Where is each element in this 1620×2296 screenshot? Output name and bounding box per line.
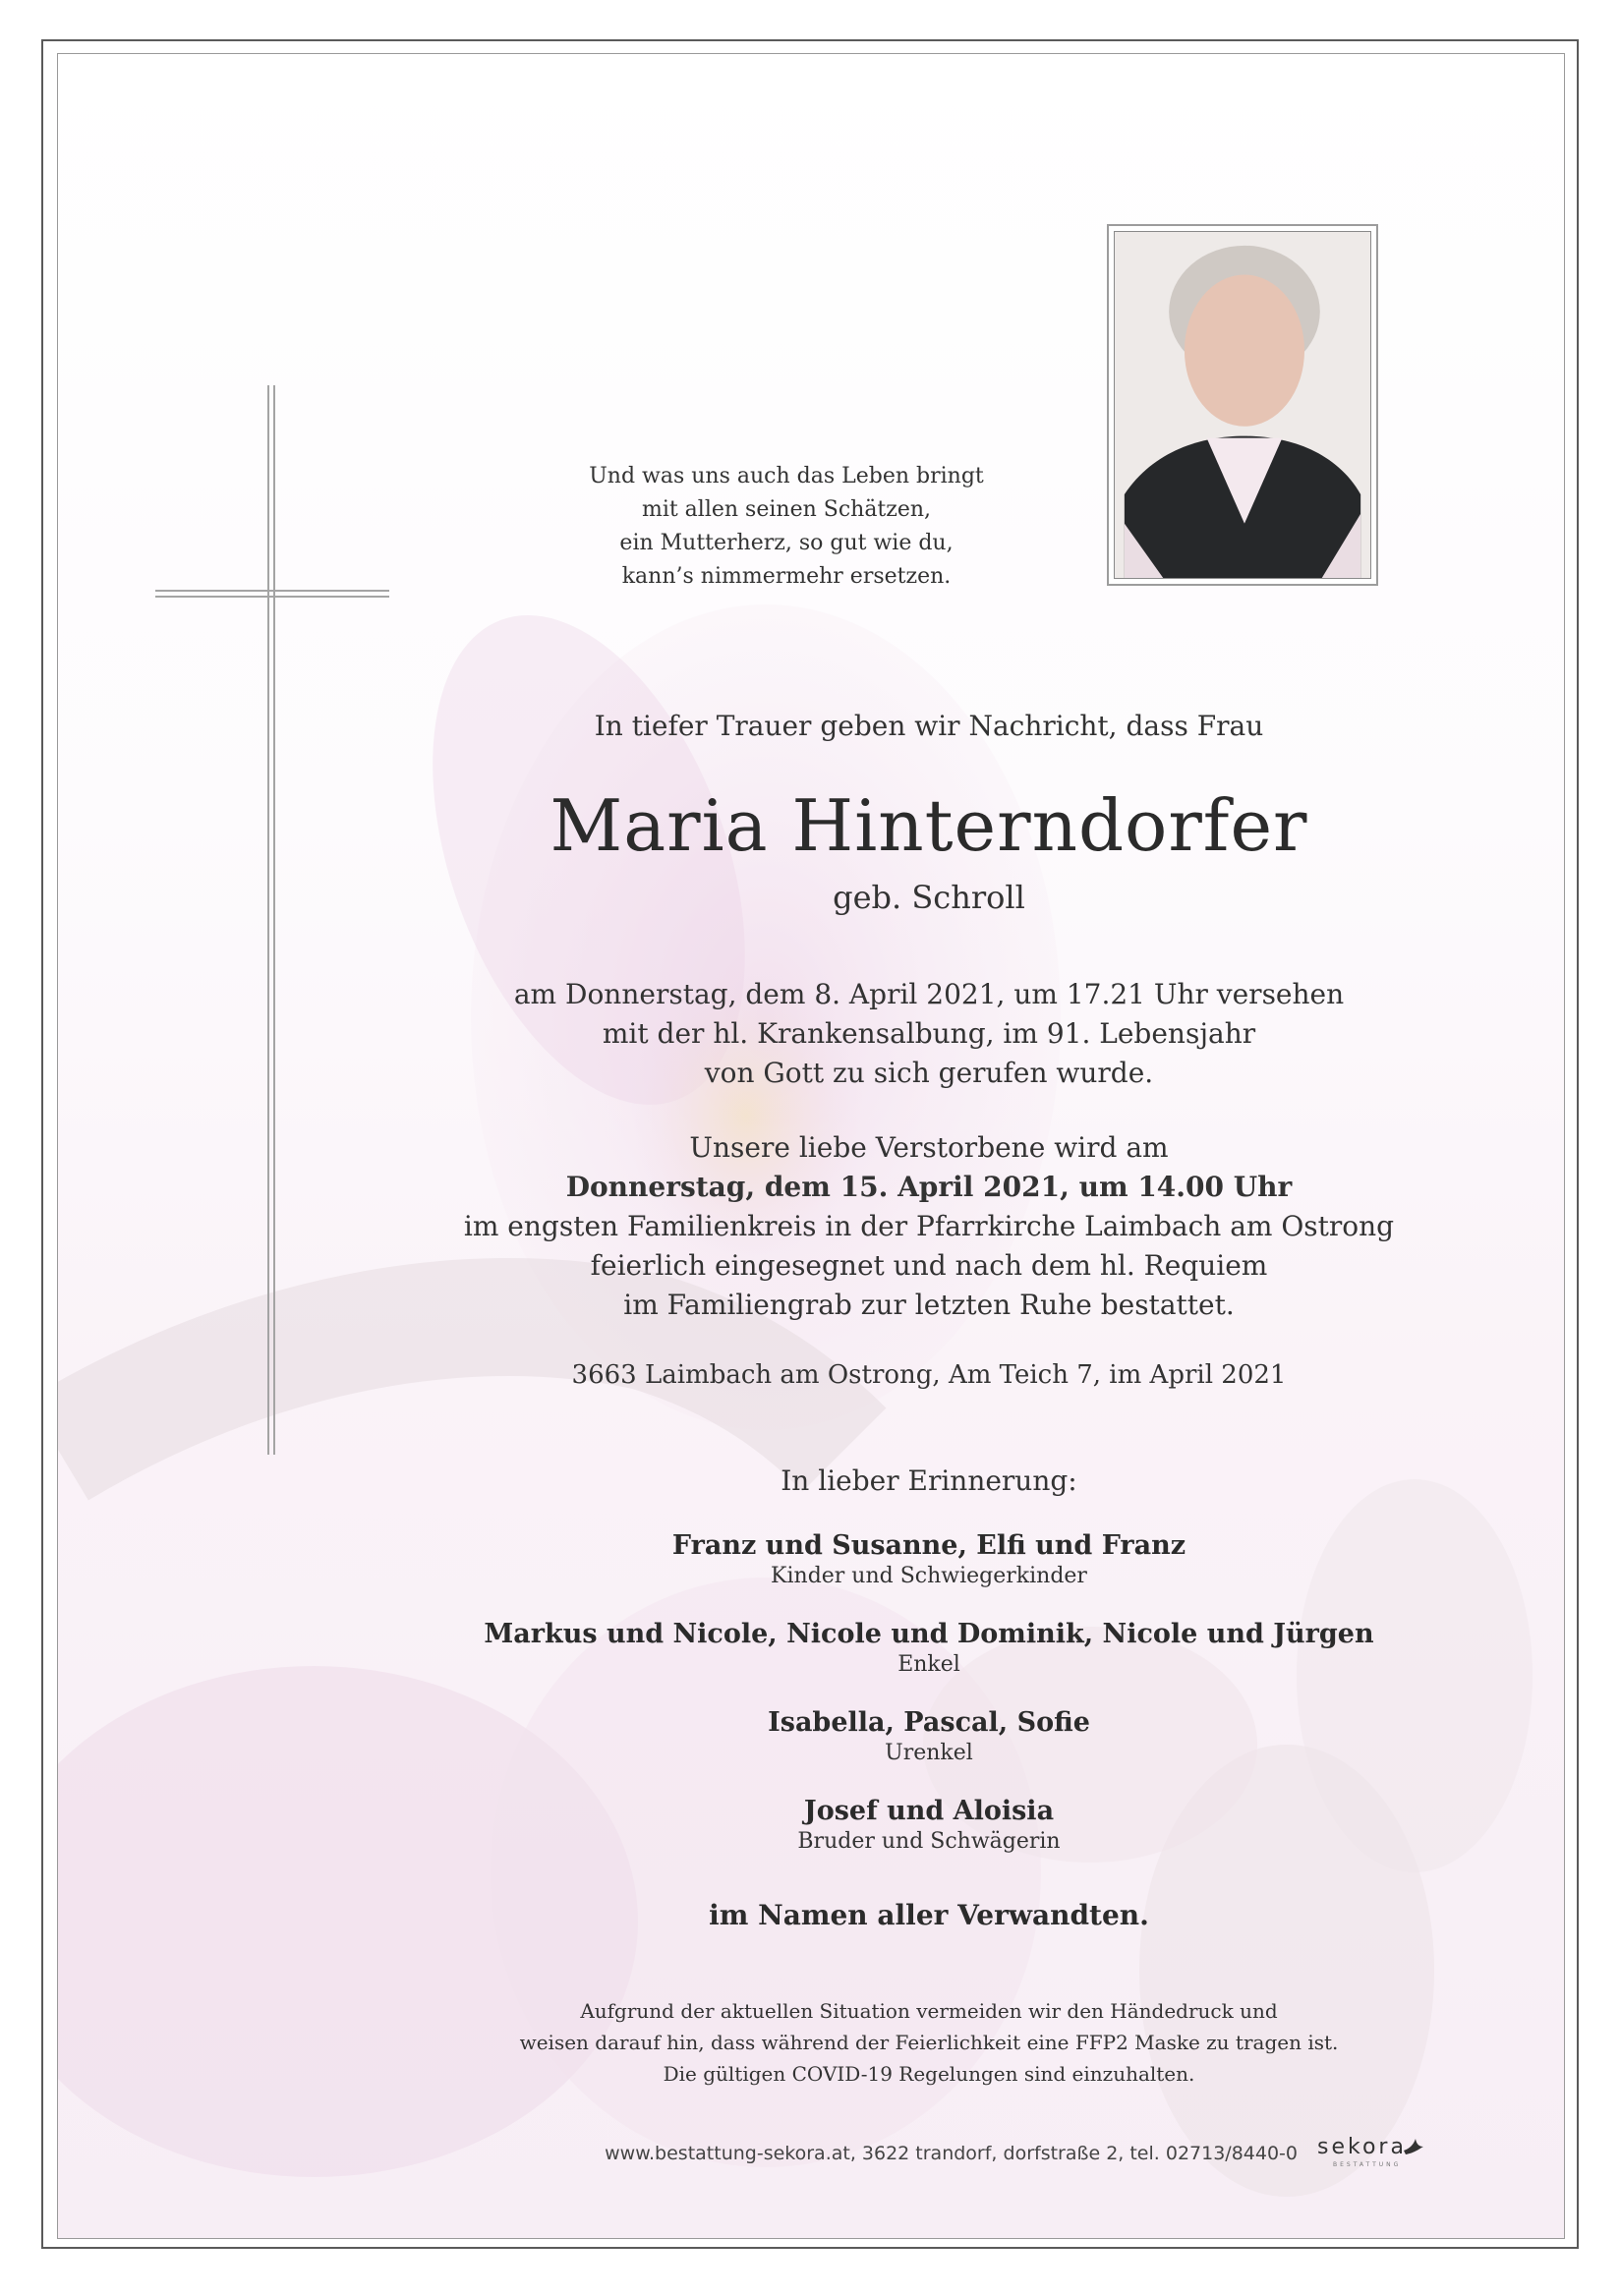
funeral-info (433, 1128, 1425, 1325)
portrait-frame (1107, 224, 1378, 586)
notice-line: Die gültigen COVID-19 Regelungen sind einzuhalten. (663, 2062, 1195, 2086)
mourner-relation: Urenkel (885, 1741, 973, 1765)
mourner-names: Josef und Aloisia (803, 1796, 1055, 1826)
funeral-date: Donnerstag, dem 15. April 2021, um 14.00 Uhr (565, 1171, 1293, 1203)
details-line: von Gott zu sich gerufen wurde. (704, 1057, 1154, 1089)
cross-horizontal-bar (155, 590, 389, 598)
mourner-names: Isabella, Pascal, Sofie (768, 1707, 1090, 1738)
mourner-relation: Bruder und Schwägerin (797, 1829, 1061, 1854)
covid-notice (511, 1995, 1347, 2090)
remembrance-heading: In lieber Erinnerung: (781, 1464, 1077, 1497)
mourner-names: Markus und Nicole, Nicole und Dominik, Nicole und Jürgen (484, 1619, 1374, 1649)
mourner-names: Franz und Susanne, Elfi und Franz (671, 1530, 1186, 1561)
mourner-relation: Kinder und Schwiegerkinder (771, 1564, 1087, 1588)
poem (511, 460, 1062, 594)
mourner-group (433, 1795, 1425, 1856)
notice-line: Aufgrund der aktuellen Situation vermeiden wir den Händedruck und (580, 1999, 1278, 2023)
death-details (433, 975, 1425, 1093)
cross-vertical-bar (267, 385, 275, 1455)
poem-line: ein Mutterherz, so gut wie du, (619, 531, 954, 555)
poem-line: kann’s nimmermehr ersetzen. (621, 564, 952, 589)
funeral-line: im Familiengrab zur letzten Ruhe bestattet. (623, 1289, 1235, 1321)
funeral-line: feierlich eingesegnet und nach dem hl. Requiem (590, 1249, 1268, 1282)
sekora-logo (1317, 2135, 1425, 2174)
footer-contact: www.bestattung-sekora.at, 3622 trandorf, dorfstraße 2, tel. 02713/8440-0 (605, 2143, 1298, 2164)
mourners-list (433, 1529, 1425, 1883)
mourner-group (433, 1529, 1425, 1590)
mourner-relation: Enkel (897, 1652, 960, 1677)
mourner-group (433, 1706, 1425, 1767)
bird-icon (1402, 2137, 1425, 2156)
portrait-photo (1114, 231, 1371, 579)
logo-text: sekora (1317, 2135, 1407, 2159)
mourner-group (433, 1618, 1425, 1679)
notice-line: weisen darauf hin, dass während der Feierlichkeit eine FFP2 Maske zu tragen ist. (519, 2031, 1339, 2054)
details-line: am Donnerstag, dem 8. April 2021, um 17.21 Uhr versehen (513, 978, 1345, 1010)
intro-text: In tiefer Trauer geben wir Nachricht, dass Frau (594, 710, 1264, 742)
place-date: 3663 Laimbach am Ostrong, Am Teich 7, im April 2021 (571, 1360, 1287, 1390)
poem-line: Und was uns auch das Leben bringt (589, 464, 984, 488)
funeral-line: Unsere liebe Verstorbene wird am (689, 1131, 1169, 1164)
funeral-line: im engsten Familienkreis in der Pfarrkirche Laimbach am Ostrong (463, 1210, 1395, 1242)
birth-name: geb. Schroll (833, 879, 1025, 916)
logo-subtext: BESTATTUNG (1333, 2161, 1402, 2168)
details-line: mit der hl. Krankensalbung, im 91. Lebensjahr (602, 1017, 1256, 1050)
closing-line: im Namen aller Verwandten. (709, 1899, 1149, 1931)
poem-line: mit allen seinen Schätzen, (641, 497, 932, 522)
deceased-name: Maria Hinterndorfer (550, 784, 1308, 867)
